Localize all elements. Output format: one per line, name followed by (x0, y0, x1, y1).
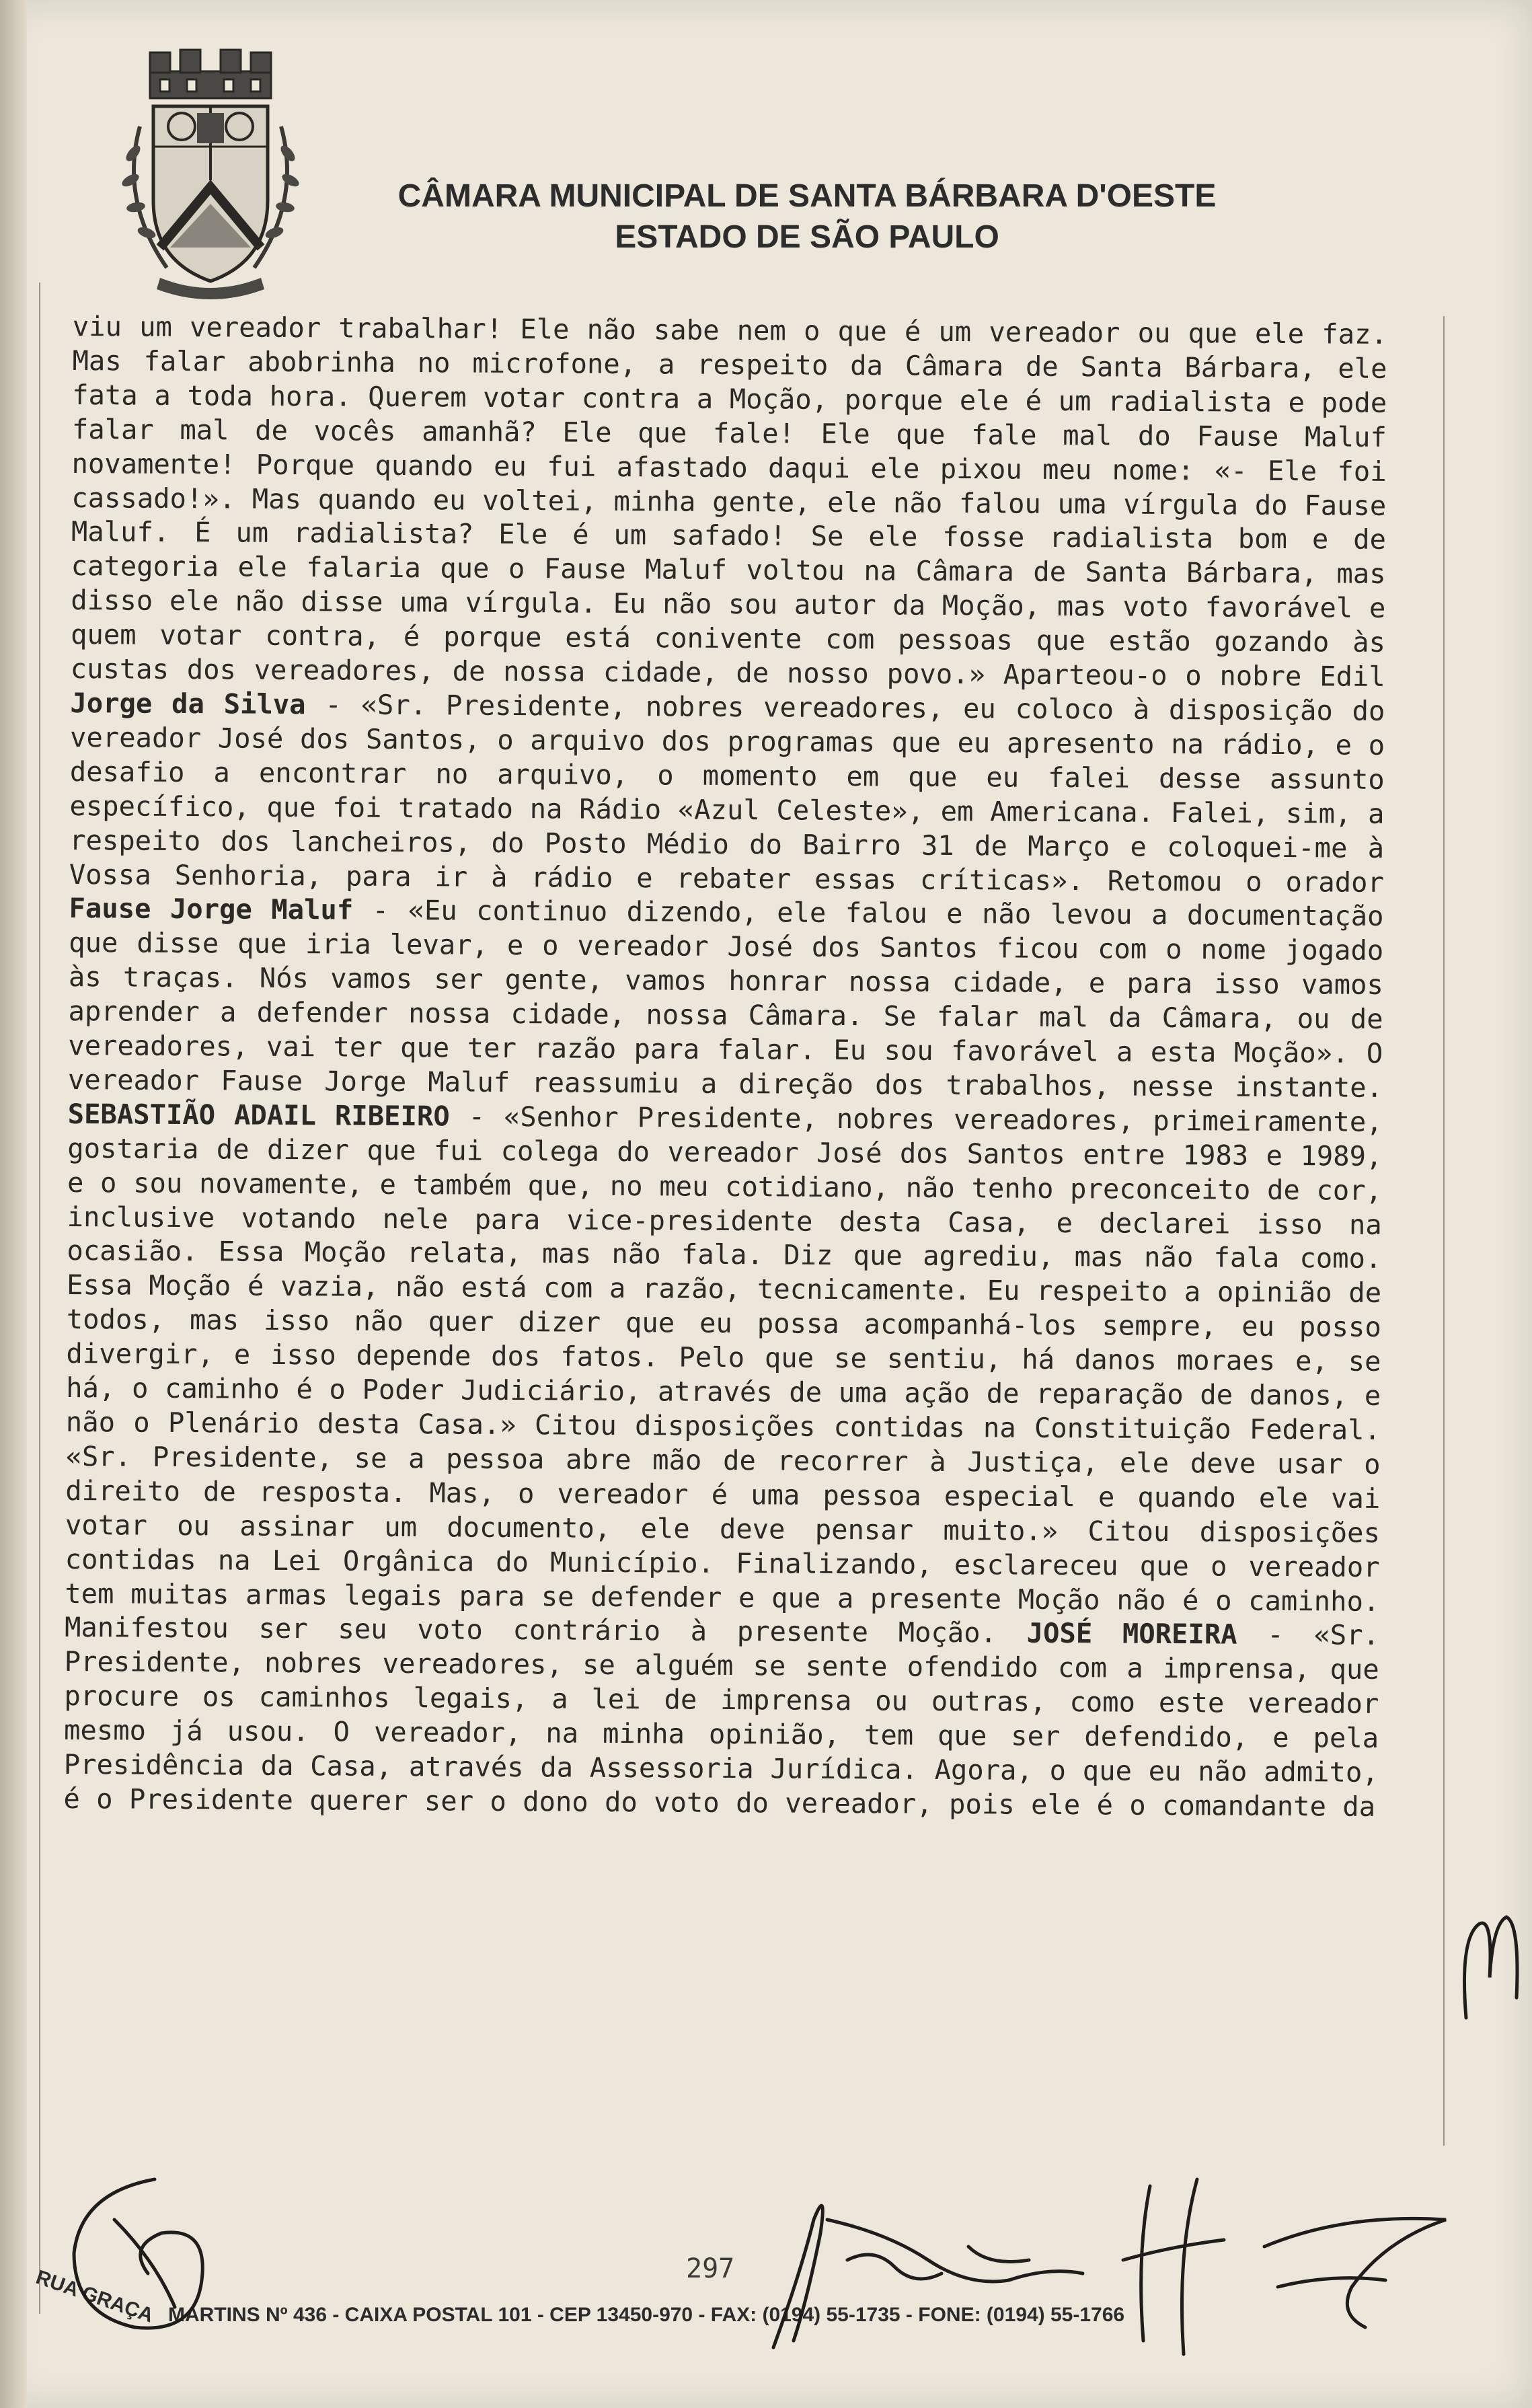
coat-of-arms-icon (113, 46, 308, 301)
right-margin-rule (1443, 316, 1445, 2146)
footer-address-contact: MARTINS Nº 436 - CAIXA POSTAL 101 - CEP 13450-970 - FAX: (0194) 55-1735 - FONE: (0194) 55-1766 (168, 2304, 1125, 2326)
page-binding-edge (0, 0, 27, 2408)
page-number: 297 (686, 2253, 735, 2284)
speaker-name: Jorge da Silva (70, 686, 306, 721)
margin-rubric (1453, 1897, 1527, 2031)
speaker-name: Fause Jorge Maluf (69, 892, 354, 926)
letterhead (377, 178, 1237, 256)
minutes-paragraph (63, 309, 1387, 1824)
minutes-body (63, 309, 1387, 1824)
text-segment: - «Sr. Presidente, nobres vereadores, eu coloco à disposição do vereador José dos Santos, o arquivo dos programas que eu apresento na rádio, e o desafio a encontrar no arquivo, o momento em que eu falei desse assunto específico, que foi tratado na Rádio «Azul Celeste», em Americana. Falei, sim, a respeito dos lancheiros, do Posto Médio do Bairro 31 de Março e coloquei-me à Vossa Senhoria, para ir à rádio e rebater essas críticas». Retomou o orador (69, 688, 1385, 899)
footer-street: RUA GRAÇA (33, 2266, 157, 2327)
speaker-name: SEBASTIÃO ADAIL RIBEIRO (67, 1097, 450, 1133)
letterhead-state: ESTADO DE SÃO PAULO (615, 219, 999, 255)
speaker-name: JOSÉ MOREIRA (1026, 1617, 1237, 1651)
letterhead-institution: CÂMARA MUNICIPAL DE SANTA BÁRBARA D'OESTE (397, 178, 1217, 214)
text-segment: - «Eu continuo dizendo, ele falou e não levou a documentação que disse que iria levar, e o vereador José dos Santos ficou com o nome jogado às traças. Nós vamos ser gente, vamos honrar nossa cidade, e para isso vamos aprender a defender nossa cidade, nossa Câmara. Se falar mal da Câmara, ou de vereadores, vai ter que ter razão para falar. Eu sou favorável a esta Moção». O vereador Fause Jorge Maluf reassumiu a direção dos trabalhos, nesse instante. (67, 893, 1384, 1104)
text-segment: - «Senhor Presidente, nobres vereadores, primeiramente, gostaria de dizer que fui colega do vereador José dos Santos entre 1983 e 1989, e o sou novamente, e também que, no meu cotidiano, não tenho preconceito de cor, inclusive votando nele para vice-presidente desta Casa, e declarei isso na ocasião. Essa Moção relata, mas não fala. Diz que agrediu, mas não fala como. Essa Moção é vazia, não está com a razão, tecnicamente. Eu respeito a opinião de todos, mas isso não quer dizer que eu possa acompanhá-los sempre, eu posso divergir, e isso depende dos fatos. Pelo que se sentiu, há danos moraes e, se há, o caminho é o Poder Judiciário, através de uma ação de reparação de danos, e não o Plenário desta Casa.» Citou disposições contidas na Constituição Federal. «Sr. Presidente, se a pessoa abre mão de recorrer à Justiça, ele deve usar o direito de resposta. Mas, o vereador é uma pessoa especial e quando ele vai votar ou assinar um documento, ele deve pensar muito.» Citou disposições contidas na Lei Orgânica do Município. Finalizando, esclareceu que o vereador tem muitas armas legais para se defender e que a presente Moção não é o caminho. Manifestou ser seu voto contrário à presente Moção. (64, 1100, 1383, 1650)
text-segment: - «Sr. Presidente, nobres vereadores, se alguém se sente ofendido com a imprensa, que procure os caminhos legais, a lei de imprensa ou outras, como este vereador mesmo já usou. O vereador, na minha opinião, tem que ser defendido, e pela Presidência da Casa, através da Assessoria Jurídica. Agora, o que eu não admito, é o Presidente querer ser o dono do voto do vereador, pois ele é o comandante da (63, 1618, 1380, 1823)
left-margin-rule (39, 283, 40, 2314)
text-segment: viu um vereador trabalhar! Ele não sabe nem o que é um vereador ou que ele faz. Mas falar abobrinha no microfone, a respeito da Câmara de Santa Bárbara, ele fata a toda hora. Querem votar contra a Moção, porque ele é um radialista e pode falar mal de vocês amanhã? Ele que fale! Ele que fale mal do Fause Maluf novamente! Porque quando eu fui afastado daqui ele pixou meu nome: «- Ele foi cassado!». Mas quando eu voltei, minha gente, ele não falou uma vírgula do Fause Maluf. É um radialista? Ele é um safado! Se ele fosse radialista bom e de categoria ele falaria que o Fause Maluf voltou na Câmara de Santa Bárbara, mas disso ele não disse uma vírgula. Eu não sou autor da Moção, mas voto favorável e quem votar contra, é porque está conivente com pessoas que estão gozando às custas dos vereadores, de nossa cidade, de nosso povo.» Aparteou-o o nobre Edil (70, 309, 1387, 693)
